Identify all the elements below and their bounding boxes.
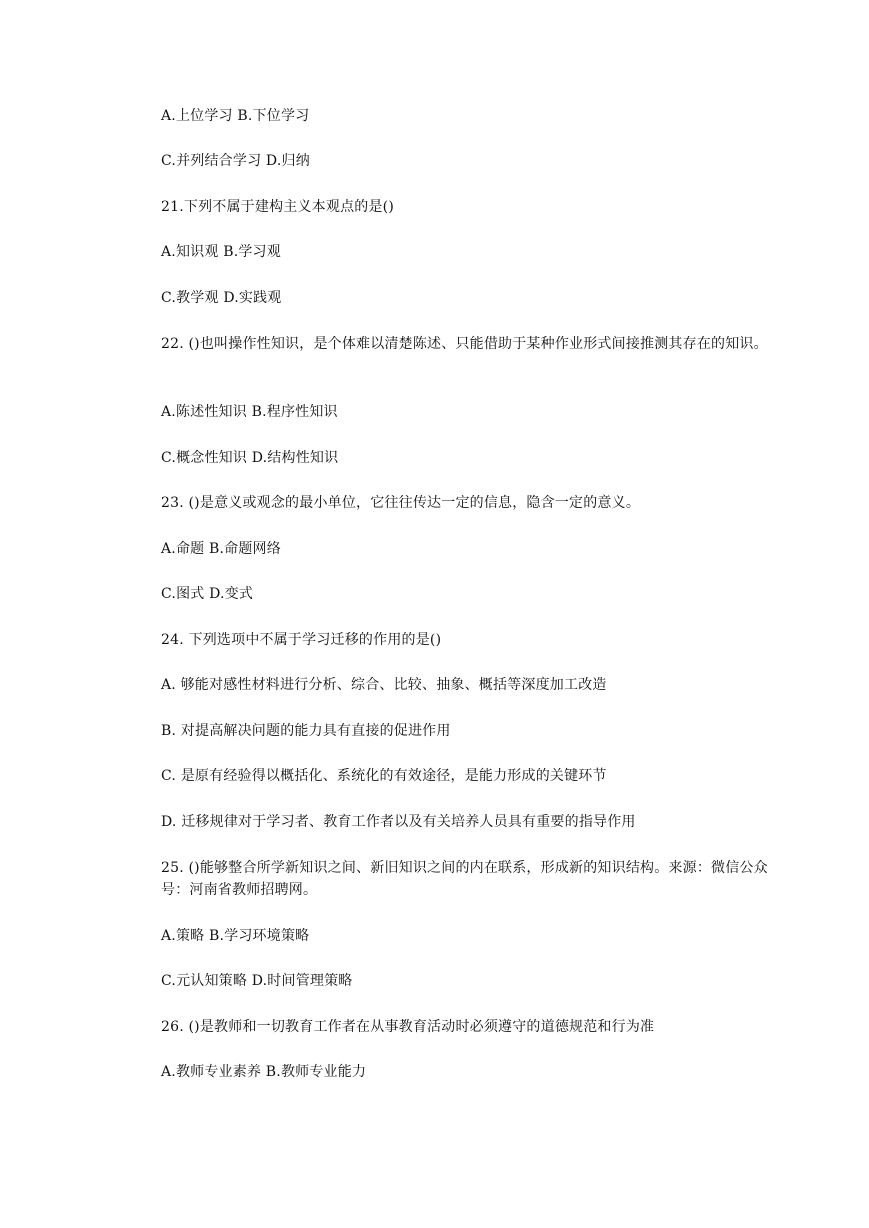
option-line: A.命题 B.命题网络: [161, 541, 281, 557]
question-24: 24. 下列选项中不属于学习迁移的作用的是(): [161, 632, 442, 648]
question-25: 25. ()能够整合所学新知识之间、新旧知识之间的内在联系，形成新的知识结构。来源：微信公众号：河南省教师招聘网。: [161, 860, 768, 898]
option-line: C.教学观 D.实践观: [161, 290, 282, 306]
option-line: A. 够能对感性材料进行分析、综合、比较、抽象、概括等深度加工改造: [161, 677, 607, 693]
option-line: C.概念性知识 D.结构性知识: [161, 450, 339, 466]
question-22: 22. ()也叫操作性知识，是个体难以清楚陈述、只能借助于某种作业形式间接推测其存在的知识。: [161, 336, 768, 352]
option-line: B. 对提高解决问题的能力具有直接的促进作用: [161, 723, 451, 739]
option-line: D. 迁移规律对于学习者、教育工作者以及有关培养人员具有重要的指导作用: [161, 814, 636, 830]
question-26: 26. ()是教师和一切教育工作者在从事教育活动时必须遵守的道德规范和行为准: [161, 1019, 655, 1035]
option-line: A.教师专业素养 B.教师专业能力: [161, 1064, 367, 1080]
option-line: A.上位学习 B.下位学习: [161, 108, 310, 124]
option-line: C. 是原有经验得以概括化、系统化的有效途径，是能力形成的关键环节: [161, 768, 607, 784]
option-line: C.图式 D.变式: [161, 586, 254, 602]
option-line: C.元认知策略 D.时间管理策略: [161, 973, 353, 989]
option-line: A.策略 B.学习环境策略: [161, 928, 310, 944]
option-line: A.陈述性知识 B.程序性知识: [161, 404, 338, 420]
option-line: C.并列结合学习 D.归纳: [161, 153, 310, 169]
option-line: A.知识观 B.学习观: [161, 244, 281, 260]
question-21: 21.下列不属于建构主义本观点的是(): [161, 199, 394, 215]
question-23: 23. ()是意义或观念的最小单位，它往往传达一定的信息，隐含一定的意义。: [161, 495, 641, 511]
